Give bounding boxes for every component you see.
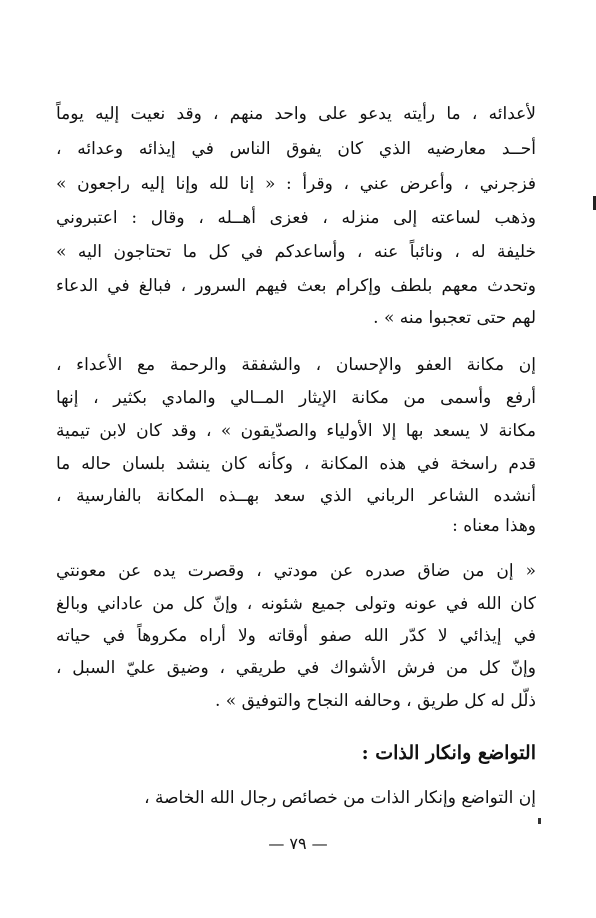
text-line: إن مكانة العفو والإحسان ، والشفقة والرحمة مع الأعداء ، bbox=[56, 355, 536, 375]
quote-line: ذلّل له كل طريق ، وحالفه النجاح والتوفيق » . bbox=[214, 691, 536, 711]
text-line: قدم راسخة في هذه المكانة ، وكأنه كان ينشد بلسان حاله ما bbox=[56, 454, 536, 474]
text-line: لهم حتى تعجبوا منه » . bbox=[373, 308, 536, 328]
quote-line: كان الله في عونه وتولى جميع شئونه ، وإنّ كل من عاداني وبالغ bbox=[56, 594, 536, 614]
quote-line: وإنّ كل من فرش الأشواك في طريقي ، وضيق عليّ السبل ، bbox=[56, 658, 536, 678]
quote-line: في إيذائي لا كدّر الله صفو أوقاته ولا أراه مكروهاً في حياته bbox=[56, 626, 536, 646]
text-line: أحــد معارضيه الذي كان يفوق الناس في إيذائه وعدائه ، bbox=[56, 139, 536, 159]
scan-tick-mark bbox=[538, 818, 541, 824]
text-line: مكانة لا يسعد بها إلا الأولياء والصدّيقون » ، وقد كان لابن تيمية bbox=[56, 421, 536, 441]
text-line: إن التواضع وإنكار الذات من خصائص رجال الله الخاصة ، bbox=[144, 788, 536, 808]
text-line: لأعدائه ، ما رأيته يدعو على واحد منهم ، وقد نعيت إليه يوماً bbox=[56, 104, 536, 124]
quote-line: « إن من ضاق صدره عن مودتي ، وقصرت يده عن معونتي bbox=[56, 561, 536, 581]
section-heading: التواضع وانكار الذات : bbox=[361, 742, 536, 764]
text-line: فزجرني ، وأعرض عني ، وقرأ : « إنا لله وإنا إليه راجعون » bbox=[56, 174, 536, 194]
text-line: أرفع وأسمى من مكانة الإيثار المــالي والمادي بكثير ، إنها bbox=[56, 388, 536, 408]
text-line: أنشده الشاعر الرباني الذي سعد بهــذه المكانة بالفارسية ، bbox=[56, 486, 536, 506]
text-line: وتحدث معهم بلطف وإكرام بعث فيهم السرور ، فبالغ في الدعاء bbox=[56, 276, 536, 296]
text-line: وذهب لساعته إلى منزله ، فعزى أهــله ، وقال : اعتبروني bbox=[56, 208, 536, 228]
text-line: وهذا معناه : bbox=[452, 516, 536, 536]
text-line: خليفة له ، ونائباً عنه ، وأساعدكم في كل ما تحتاجون اليه » bbox=[56, 242, 536, 262]
page-number: — ٧٩ — bbox=[268, 834, 328, 853]
